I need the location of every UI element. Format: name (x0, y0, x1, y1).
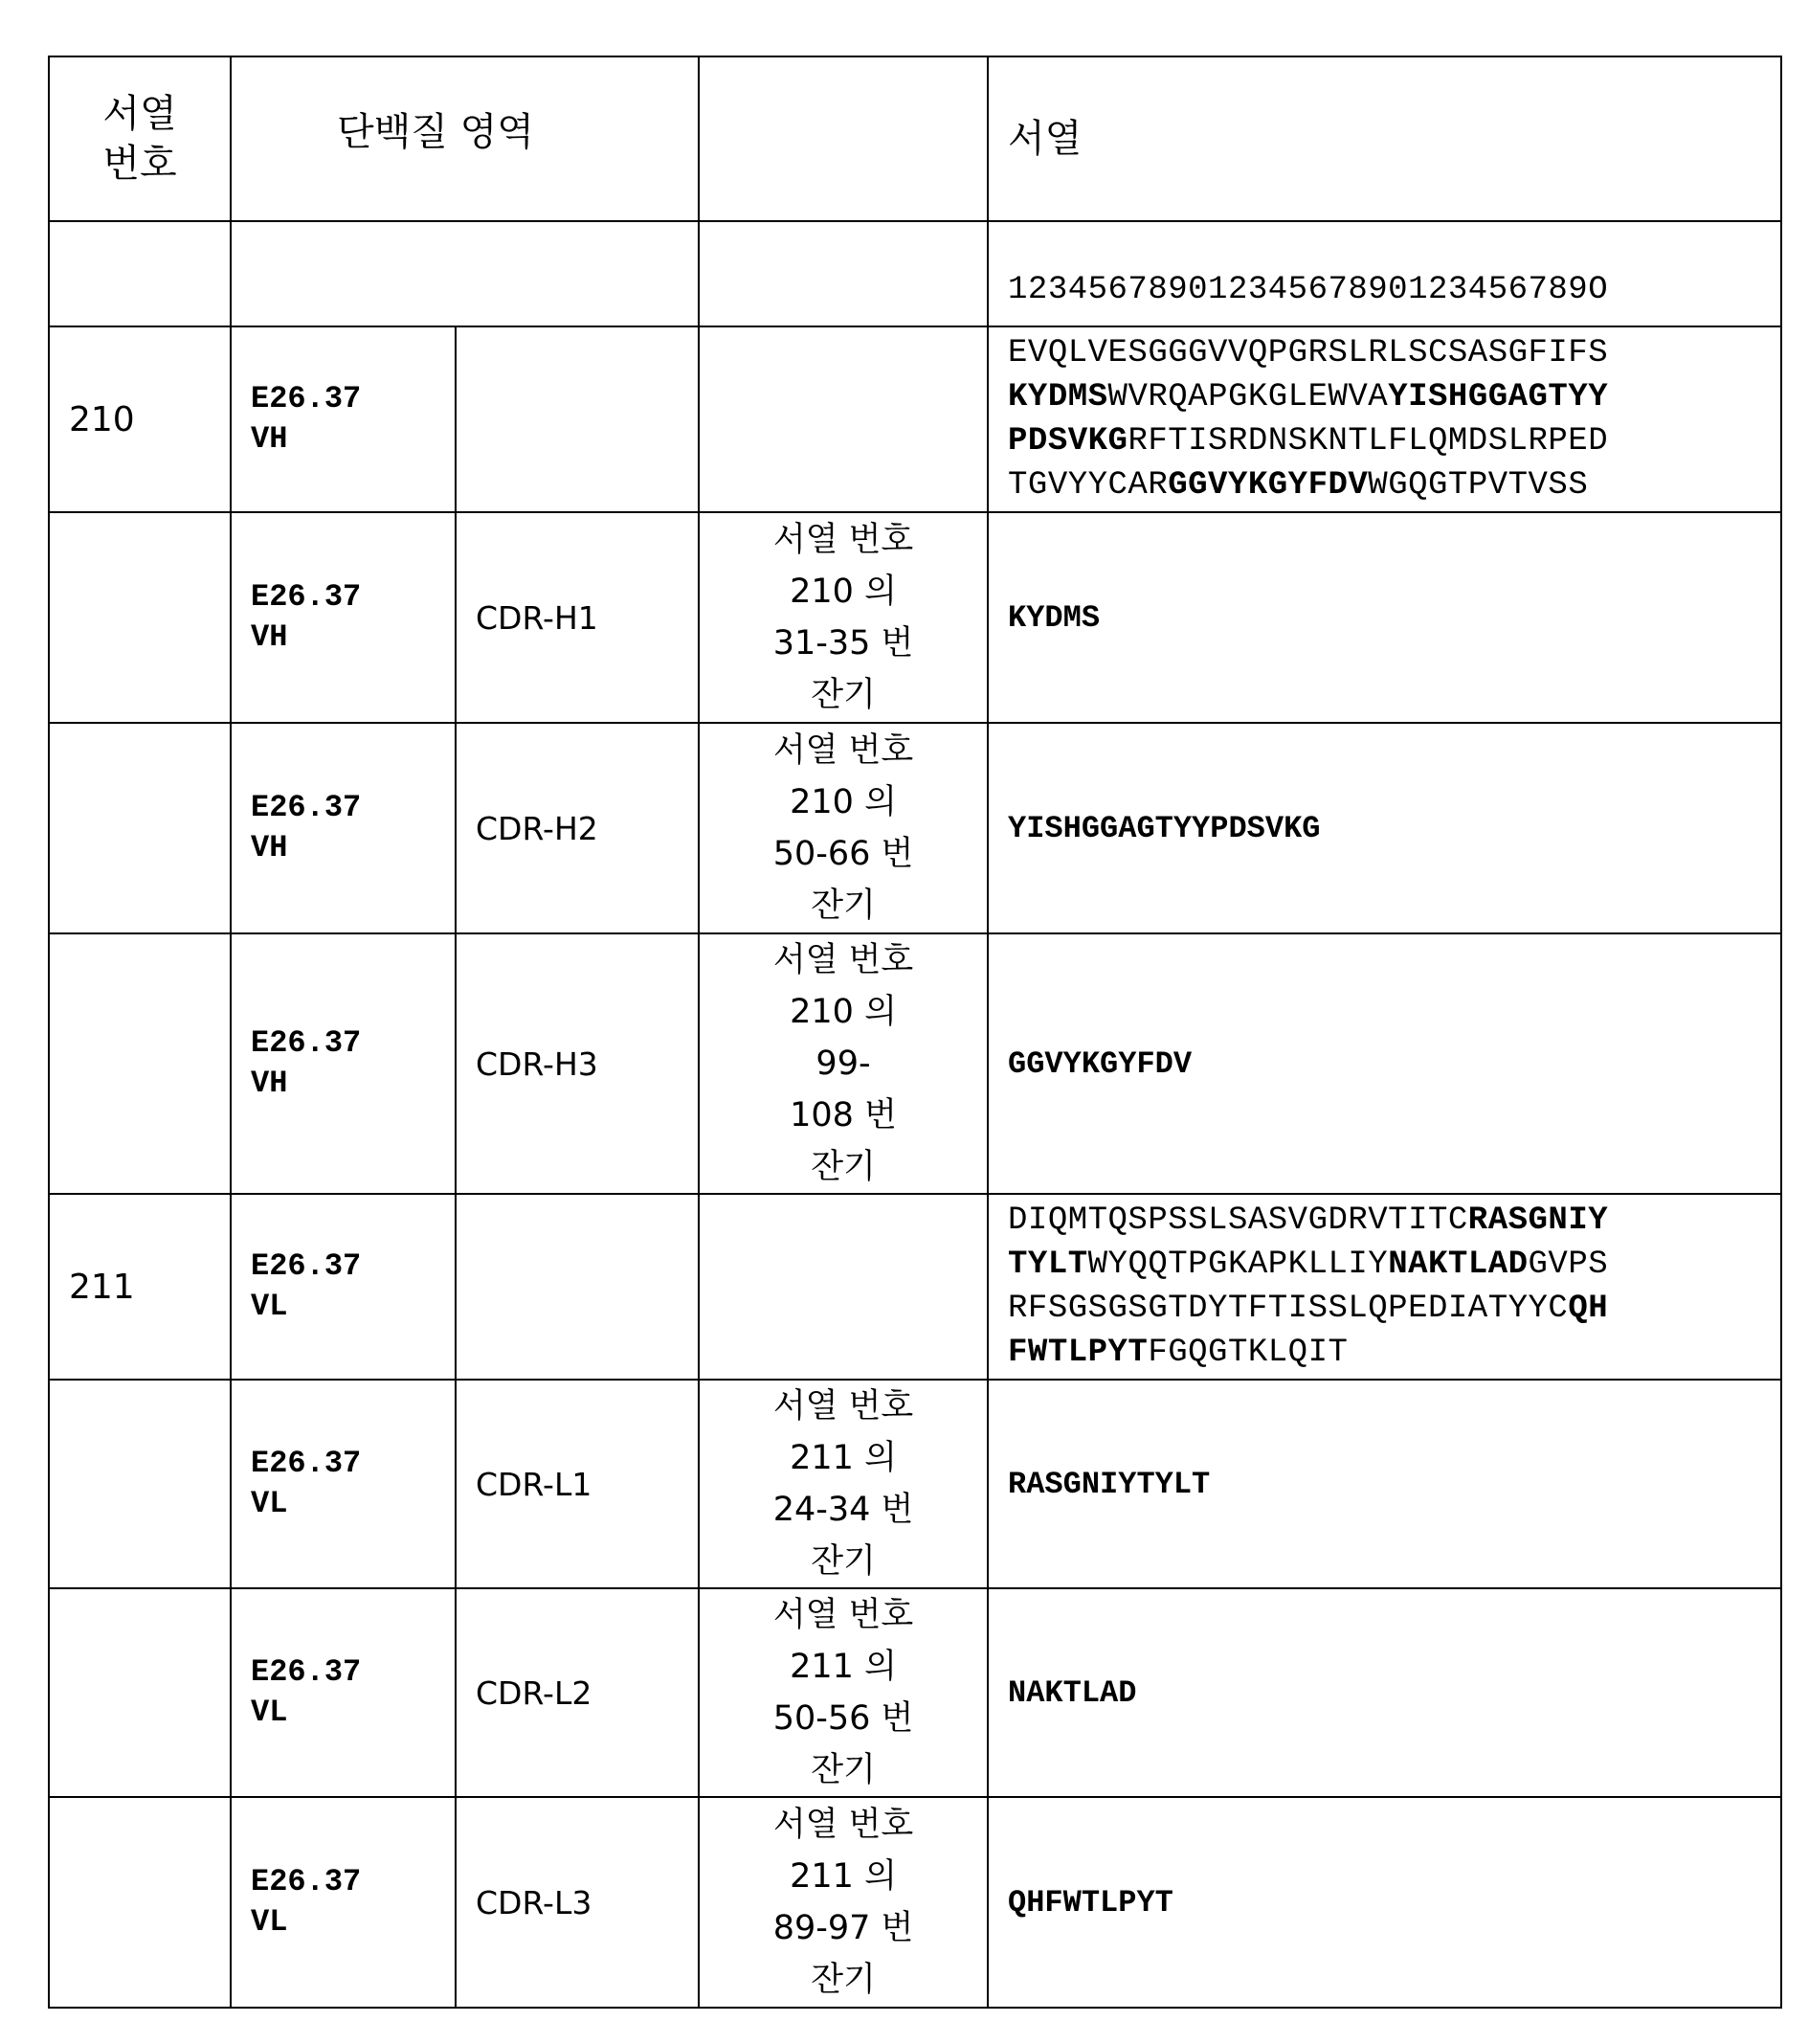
cdr-sequence-cell: NAKTLAD (988, 1588, 1781, 1797)
seq-no-cell (49, 512, 231, 723)
sequence-line (1008, 331, 1767, 375)
framework-segment: WGQGTPVTVSS (1368, 467, 1588, 504)
cdr-sequence-cell: QHFWTLPYT (988, 1797, 1781, 2008)
cdr-sequence-cell: RASGNIYTYLT (988, 1380, 1781, 1588)
empty-cell (699, 221, 988, 326)
protein-cell: E26.37 VH (231, 326, 456, 512)
table-row (49, 1797, 1781, 2008)
protein-cell: E26.37 VL (231, 1380, 456, 1588)
header-empty (699, 56, 988, 221)
full-sequence-cell (988, 326, 1781, 512)
sequence-line (1008, 1287, 1767, 1331)
seq-no-cell: 211 (49, 1194, 231, 1380)
framework-segment: WVRQAPGKGLEWVA (1108, 379, 1389, 416)
cdr-segment: FWTLPYT (1008, 1335, 1148, 1371)
region-cell: CDR-L1 (456, 1380, 699, 1588)
framework-segment: GVPS (1529, 1247, 1609, 1283)
seq-no-cell (49, 1797, 231, 2008)
header-protein-region: 단백질 영역 (231, 56, 699, 221)
sequence-line (1008, 375, 1767, 419)
protein-cell: E26.37 VH (231, 512, 456, 723)
table-row (49, 933, 1781, 1194)
framework-segment: TGVYYCAR (1008, 467, 1168, 504)
framework-segment: DIQMTQSPSSLSASVGDRVTITC (1008, 1202, 1468, 1239)
cdr-segment: YISHGGAGTYY (1388, 379, 1608, 416)
sequence-line (1008, 419, 1767, 463)
full-sequence-cell (988, 1194, 1781, 1380)
residue-description-cell: 서열 번호 210 의 31-35 번 잔기 (699, 512, 988, 723)
residue-description-cell (699, 1194, 988, 1380)
cdr-segment: QH (1568, 1291, 1608, 1327)
residue-description-cell: 서열 번호 211 의 50-56 번 잔기 (699, 1588, 988, 1797)
sequence-line (1008, 1243, 1767, 1287)
header-row (49, 56, 1781, 221)
residue-description-cell: 서열 번호 211 의 24-34 번 잔기 (699, 1380, 988, 1588)
protein-cell: E26.37 VL (231, 1588, 456, 1797)
table-row (49, 1588, 1781, 1797)
table-row (49, 1380, 1781, 1588)
cdr-segment: TYLT (1008, 1247, 1088, 1283)
framework-segment: FGQGTKLQIT (1148, 1335, 1348, 1371)
sequence-line (1008, 1199, 1767, 1243)
framework-segment: EVQLVESGGGVVQPGRSLRLSCSASGFIFS (1008, 335, 1608, 371)
residue-description-cell: 서열 번호 211 의 89-97 번 잔기 (699, 1797, 988, 2008)
region-cell: CDR-L3 (456, 1797, 699, 2008)
cdr-segment: PDSVKG (1008, 423, 1128, 460)
cdr-segment: GGVYKGYFDV (1168, 467, 1368, 504)
ruler-row (49, 221, 1781, 326)
sequence-line (1008, 463, 1767, 507)
protein-cell: E26.37 VL (231, 1797, 456, 2008)
residue-description-cell (699, 326, 988, 512)
table-row (49, 1194, 1781, 1380)
cdr-sequence-cell: KYDMS (988, 512, 1781, 723)
table-row (49, 723, 1781, 933)
seq-no-cell (49, 933, 231, 1194)
region-cell (456, 326, 699, 512)
seq-no-cell: 210 (49, 326, 231, 512)
cdr-sequence-cell: YISHGGAGTYYPDSVKG (988, 723, 1781, 933)
header-sequence: 서열 (988, 56, 1781, 221)
framework-segment: WYQQTPGKAPKLLIY (1088, 1247, 1389, 1283)
seq-no-cell (49, 1588, 231, 1797)
region-cell: CDR-H1 (456, 512, 699, 723)
header-seq-no: 서열 번호 (49, 56, 231, 221)
position-ruler: 12345678901234567890123456789O (988, 221, 1781, 326)
protein-cell: E26.37 VL (231, 1194, 456, 1380)
framework-segment: RFSGSGSGTDYTFTISSLQPEDIATYYC (1008, 1291, 1568, 1327)
empty-cell (49, 221, 231, 326)
cdr-segment: RASGNIY (1468, 1202, 1608, 1239)
framework-segment: RFTISRDNSKNTLFLQMDSLRPED (1128, 423, 1608, 460)
table-row (49, 326, 1781, 512)
table-row (49, 512, 1781, 723)
sequence-table (48, 56, 1782, 2009)
protein-cell: E26.37 VH (231, 933, 456, 1194)
cdr-segment: NAKTLAD (1388, 1247, 1528, 1283)
cdr-segment: KYDMS (1008, 379, 1108, 416)
region-cell: CDR-H3 (456, 933, 699, 1194)
region-cell (456, 1194, 699, 1380)
residue-description-cell: 서열 번호 210 의 99- 108 번 잔기 (699, 933, 988, 1194)
region-cell: CDR-H2 (456, 723, 699, 933)
sequence-line (1008, 1331, 1767, 1375)
empty-cell (231, 221, 699, 326)
residue-description-cell: 서열 번호 210 의 50-66 번 잔기 (699, 723, 988, 933)
protein-cell: E26.37 VH (231, 723, 456, 933)
region-cell: CDR-L2 (456, 1588, 699, 1797)
seq-no-cell (49, 1380, 231, 1588)
cdr-sequence-cell: GGVYKGYFDV (988, 933, 1781, 1194)
seq-no-cell (49, 723, 231, 933)
